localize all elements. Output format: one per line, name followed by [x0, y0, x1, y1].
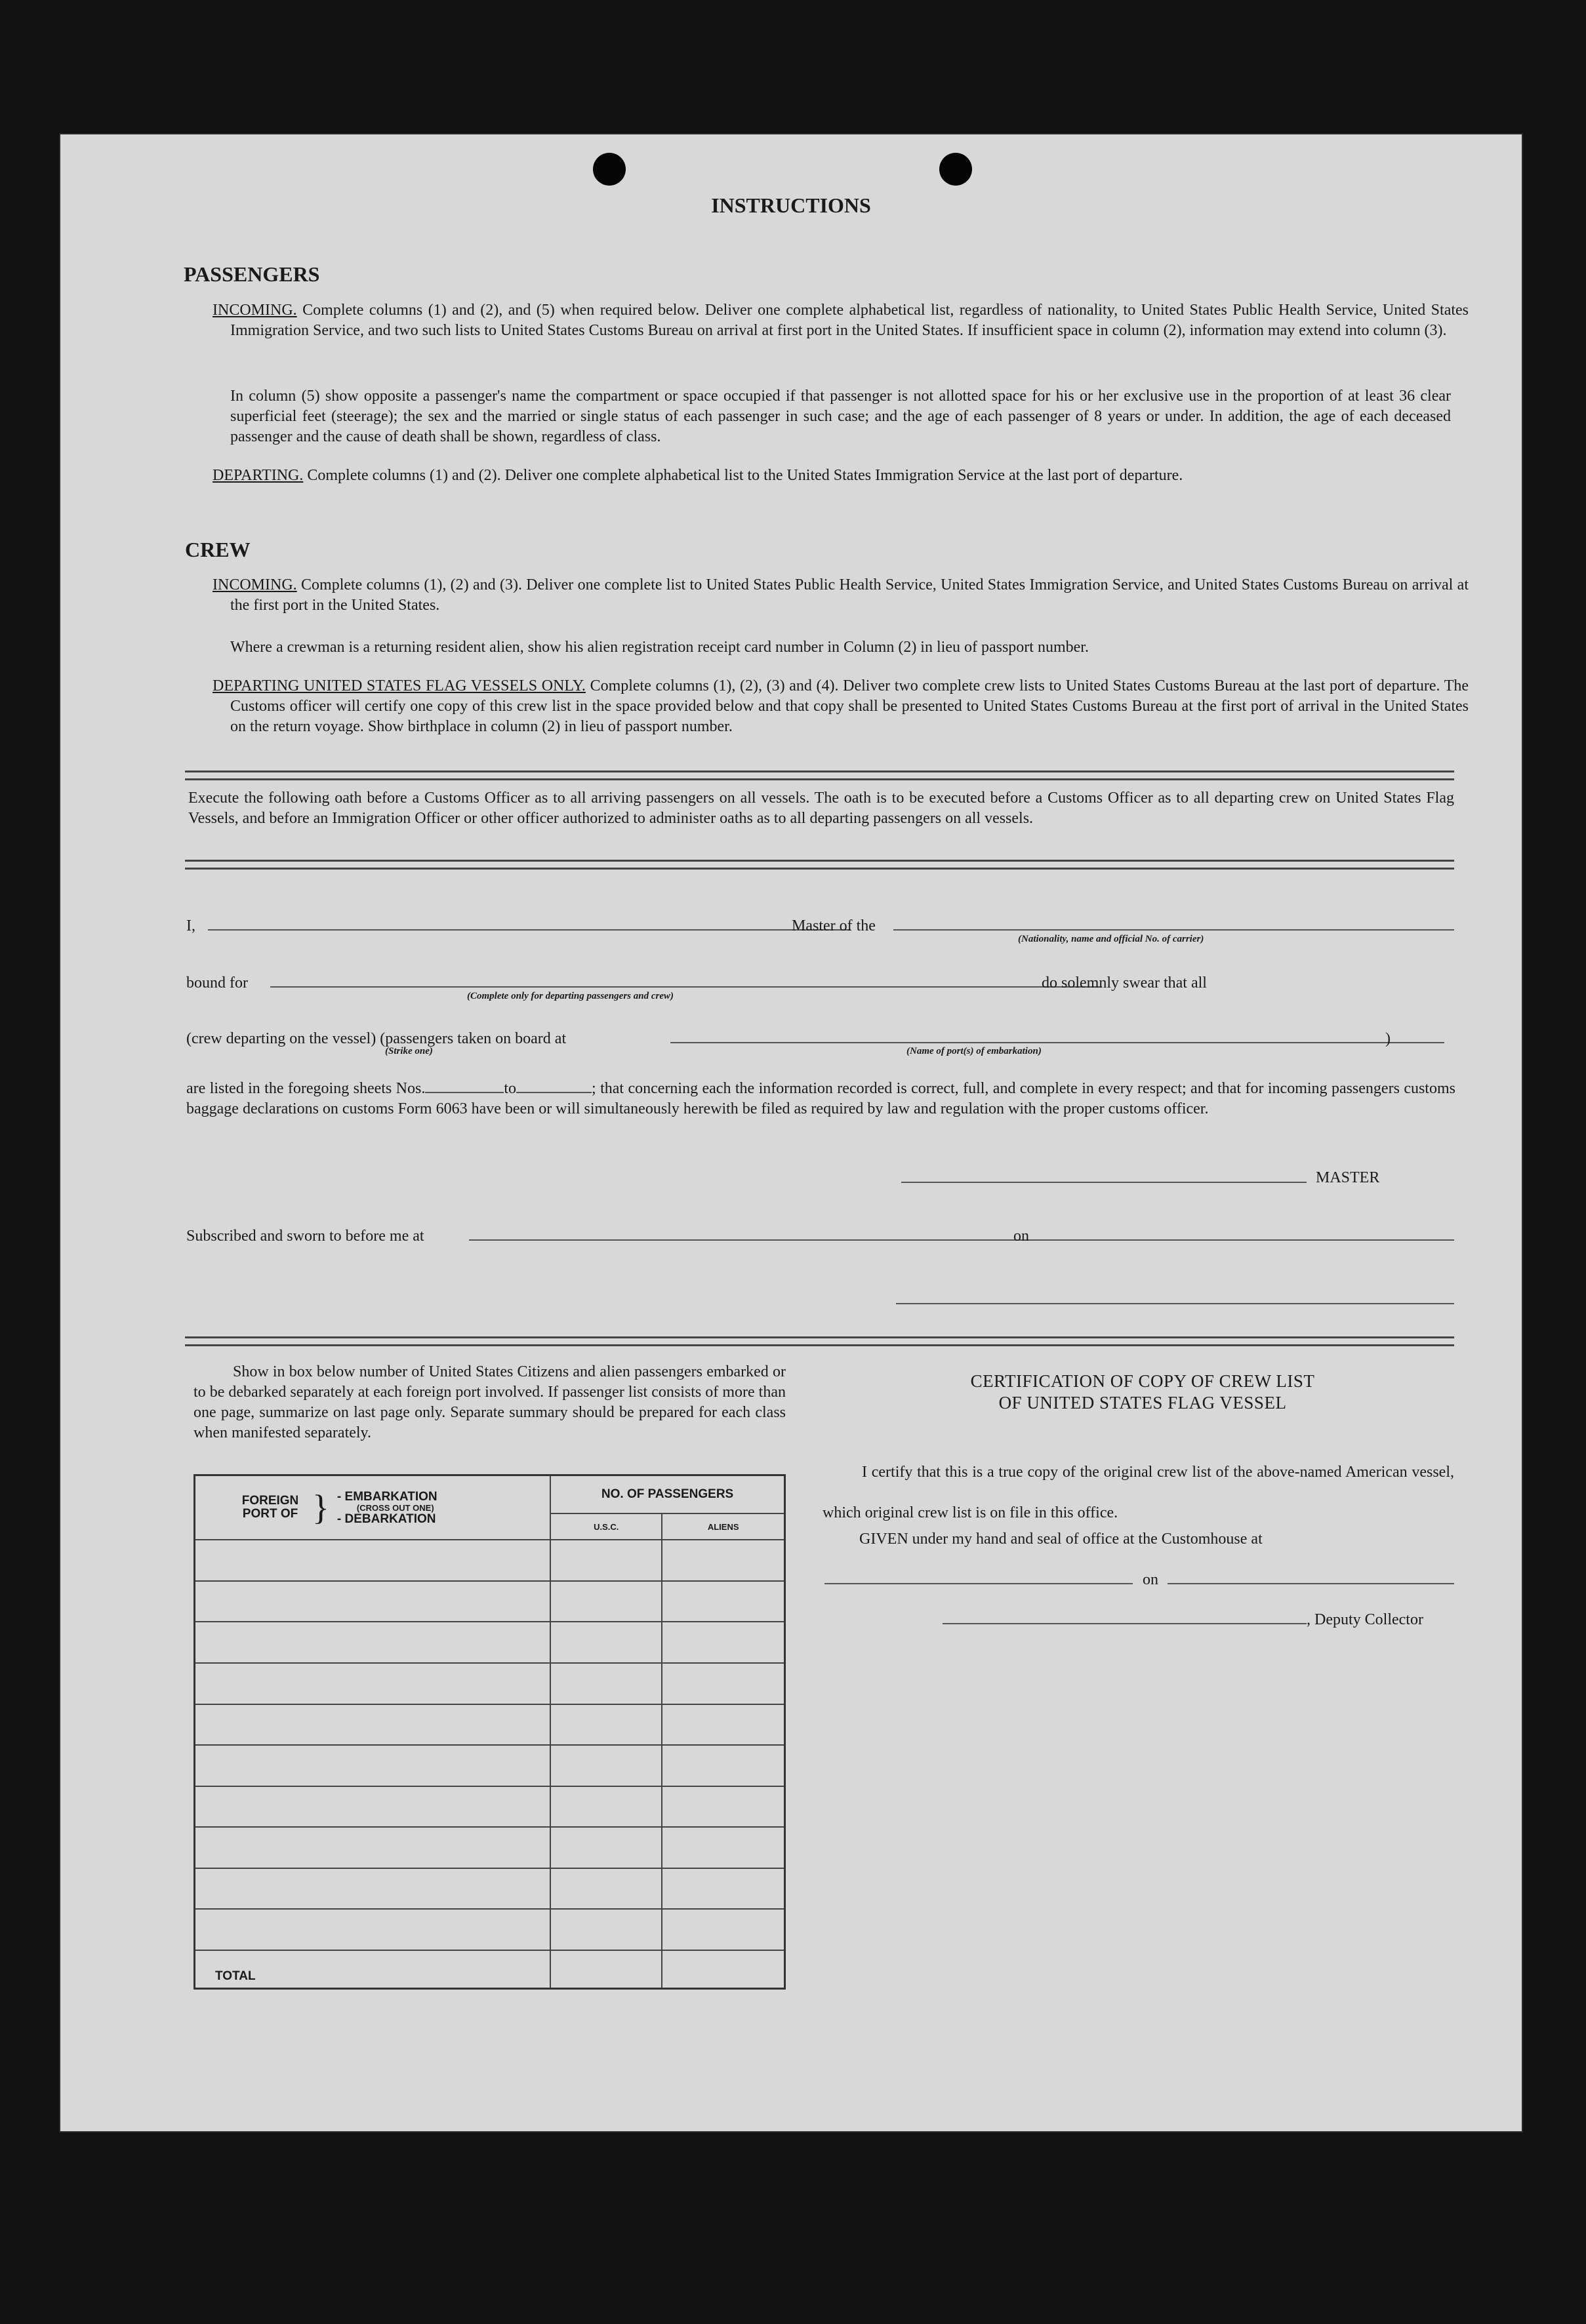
aliens-cell[interactable]: [662, 1827, 784, 1868]
port-cell[interactable]: [195, 1581, 551, 1622]
ports-summary-table: [193, 1474, 786, 1990]
page-title: INSTRUCTIONS: [711, 193, 871, 217]
nationality-caption: (Nationality, name and official No. of carrier): [1018, 934, 1204, 944]
port-cell[interactable]: [195, 1909, 551, 1950]
cross-out-note: (CROSS OUT ONE): [356, 1502, 434, 1513]
port-cell[interactable]: [195, 1540, 551, 1581]
crew-incoming-label: INCOMING.: [213, 576, 297, 593]
oath-i-label: I,: [186, 917, 195, 934]
summary-instruction: Show in box below number of United States Citizens and alien passengers embarked or to be debarked separately at each foreign port involved. If passenger list consists of more than one page, summarize on last page only. Separate summary should be prepared for each class when manifested separately.: [193, 1363, 786, 1441]
passengers-departing-paragraph: [213, 466, 1469, 486]
crew-resident-paragraph: Where a crewman is a returning resident alien, show his alien registration receipt card number in Column (2) in lieu of passport number.: [230, 639, 1089, 656]
passengers-count-header: NO. OF PASSENGERS: [550, 1475, 784, 1514]
port-cell[interactable]: [195, 1622, 551, 1663]
usc-cell[interactable]: [550, 1540, 662, 1581]
bound-for-caption: (Complete only for departing passengers and crew): [467, 991, 674, 1001]
strike-one-caption: (Strike one): [385, 1046, 433, 1056]
passengers-heading: PASSENGERS: [184, 262, 320, 286]
certification-title-line2: OF UNITED STATES FLAG VESSEL: [998, 1393, 1287, 1412]
passengers-departing-text: Complete columns (1) and (2). Deliver one complete alphabetical list to the United States Immigration Service at the last port of departure.: [307, 467, 1183, 484]
passengers-incoming-paragraph: [213, 300, 1469, 341]
form-page: [60, 134, 1522, 2131]
listed-text-b: ; that concerning each the information recorded is correct, full, and complete in every respect; and that for incoming passengers customs baggage declarations on customs Form 6063 have been or will simultaneously herewith be filed as required by law and regulation with the proper customs officer.: [186, 1080, 1455, 1117]
crew-departing-paragraph: [213, 676, 1469, 737]
usc-cell[interactable]: [550, 1868, 662, 1910]
certification-title: [841, 1371, 1444, 1414]
listed-paragraph: [186, 1079, 1455, 1119]
master-signature-label: MASTER: [1316, 1169, 1380, 1186]
usc-cell[interactable]: [550, 1745, 662, 1786]
passengers-incoming-text: Complete columns (1) and (2), and (5) when required below. Deliver one complete alphabetical list, regardless of nationality, to United States Public Health Service, United States Immigration Service, and two such lists to United States Customs Bureau on arrival at first port in the United States. If insufficient space in column (2), information may extend into column (3).: [230, 302, 1469, 339]
master-of-the-label: Master of the: [792, 917, 876, 934]
sworn-on-label: on: [1013, 1228, 1029, 1245]
close-paren: ): [1385, 1030, 1391, 1047]
customhouse-field[interactable]: [824, 1583, 1133, 1584]
port-cell[interactable]: [195, 1745, 551, 1786]
usc-cell[interactable]: [550, 1704, 662, 1746]
embarkation-header: - EMBARKATION: [336, 1489, 437, 1504]
ports-caption: (Name of port(s) of embarkation): [906, 1046, 1042, 1056]
master-name-field[interactable]: [208, 929, 851, 931]
listed-text-a: are listed in the foregoing sheets Nos.: [186, 1080, 426, 1097]
passengers-departing-label: DEPARTING.: [213, 467, 304, 484]
usc-cell[interactable]: [550, 1581, 662, 1622]
port-cell[interactable]: [195, 1827, 551, 1868]
aliens-total-cell[interactable]: [662, 1950, 784, 1989]
aliens-cell[interactable]: [662, 1868, 784, 1910]
aliens-cell[interactable]: [662, 1704, 784, 1746]
usc-cell[interactable]: [550, 1827, 662, 1868]
ports-header-cell: [195, 1475, 551, 1540]
swear-label: do solemnly swear that all: [1042, 974, 1207, 992]
sworn-place-field[interactable]: [469, 1239, 1058, 1241]
certification-date-field[interactable]: [1168, 1583, 1454, 1584]
total-label: TOTAL: [215, 1969, 256, 1983]
deputy-signature-field[interactable]: [943, 1623, 1307, 1624]
certification-title-line1: CERTIFICATION OF COPY OF CREW LIST: [970, 1371, 1315, 1391]
crew-departing-label: (crew departing on the vessel) (passengers taken on board at: [186, 1030, 567, 1047]
sheet-to-field[interactable]: [516, 1092, 592, 1093]
port-cell[interactable]: [195, 1868, 551, 1910]
crew-incoming-text: Complete columns (1), (2) and (3). Deliver one complete list to United States Public Health Service, United States Immigration Service, and United States Customs Bureau on arrival at the first port in the United States.: [230, 576, 1469, 614]
aliens-header: ALIENS: [662, 1513, 784, 1540]
certification-on-label: on: [1143, 1571, 1158, 1588]
bound-for-field[interactable]: [270, 986, 1102, 988]
officer-signature-field[interactable]: [896, 1303, 1454, 1304]
deputy-collector-label: , Deputy Collector: [1307, 1611, 1423, 1628]
crew-departing-text: Complete columns (1), (2), (3) and (4). Deliver two complete crew lists to United States Customs Bureau at the last port of departure. The Customs officer will certify one copy of this crew list in the space provided below and that copy shall be presented to United States Customs Bureau at the first port of arrival in the United States on the return voyage. Show birthplace in column (2) in lieu of passport number.: [230, 677, 1469, 735]
port-cell[interactable]: [195, 1704, 551, 1746]
sworn-date-field[interactable]: [1040, 1239, 1454, 1241]
port-cell[interactable]: [195, 1786, 551, 1828]
usc-total-cell[interactable]: [550, 1950, 662, 1989]
passengers-incoming-label: INCOMING.: [213, 302, 297, 319]
carrier-field[interactable]: [893, 929, 1454, 931]
aliens-cell[interactable]: [662, 1622, 784, 1663]
master-signature-field[interactable]: [901, 1182, 1307, 1183]
punch-hole-left: [593, 153, 626, 186]
aliens-cell[interactable]: [662, 1909, 784, 1950]
crew-incoming-paragraph: [213, 575, 1469, 616]
divider: [185, 860, 1454, 870]
usc-header: U.S.C.: [550, 1513, 662, 1540]
passengers-column5-paragraph: In column (5) show opposite a passenger's name the compartment or space occupied if that passenger is not allotted space for his or her exclusive use in the proportion of at least 36 clear superficial feet (steerage); the sex and the married or single status of each passenger in such case; and the age of each passenger of 8 years or under. In addition, the age of each deceased passenger and the cause of death shall be shown, regardless of class.: [230, 388, 1451, 445]
subscribed-label: Subscribed and sworn to before me at: [186, 1228, 424, 1245]
debarkation-header: - DEBARKATION: [336, 1512, 436, 1526]
port-cell[interactable]: [195, 1663, 551, 1704]
sheet-from-field[interactable]: [425, 1092, 504, 1093]
divider: [185, 1336, 1454, 1346]
certification-text: I certify that this is a true copy of the original crew list of the above-named American vessel, which original crew list is on file in this office.: [823, 1464, 1454, 1521]
aliens-cell[interactable]: [662, 1581, 784, 1622]
embarkation-ports-field[interactable]: [670, 1042, 1444, 1043]
crew-heading: CREW: [185, 538, 251, 561]
total-cell: [195, 1950, 551, 1989]
listed-to: to: [504, 1080, 517, 1097]
punch-hole-right: [939, 153, 972, 186]
usc-cell[interactable]: [550, 1909, 662, 1950]
crew-departing-label: DEPARTING UNITED STATES FLAG VESSELS ONLY.: [213, 677, 586, 694]
aliens-cell[interactable]: [662, 1540, 784, 1581]
divider: [185, 771, 1454, 780]
aliens-cell[interactable]: [662, 1786, 784, 1828]
aliens-cell[interactable]: [662, 1745, 784, 1786]
usc-cell[interactable]: [550, 1663, 662, 1704]
aliens-cell[interactable]: [662, 1663, 784, 1704]
oath-instruction: Execute the following oath before a Customs Officer as to all arriving passengers on all vessels. The oath is to be executed before a Customs Officer as to all departing crew on United States Flag Vessels, and before an Immigration Officer or other officer authorized to administer oaths as to all departing passengers on all vessels.: [188, 790, 1454, 827]
given-text: GIVEN under my hand and seal of office at the Customhouse at: [859, 1531, 1263, 1548]
usc-cell[interactable]: [550, 1786, 662, 1828]
foreign-port-header: FOREIGN PORT OF: [241, 1494, 299, 1521]
brace-icon: }: [312, 1488, 329, 1528]
bound-for-label: bound for: [186, 974, 248, 992]
usc-cell[interactable]: [550, 1622, 662, 1663]
